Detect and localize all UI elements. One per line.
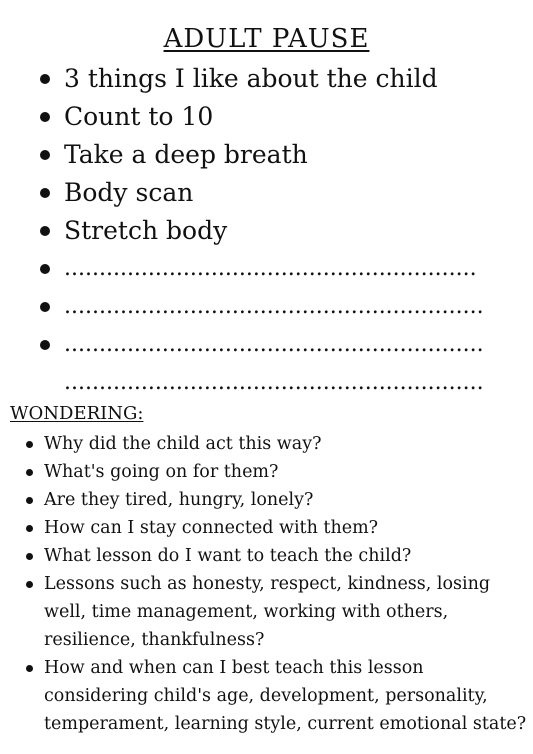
blank-line-item (40, 288, 520, 326)
list-item-text: Take a deep breath (64, 140, 308, 169)
list-item (24, 430, 529, 458)
wondering-list (24, 430, 529, 738)
adult-pause-list (40, 60, 520, 402)
fill-in-line: ............................................................ (64, 294, 484, 319)
list-item-text: Stretch body (64, 216, 228, 245)
bullet-icon (26, 665, 33, 672)
bullet-icon (40, 226, 50, 236)
list-item-text: What lesson do I want to teach the child? (44, 546, 412, 566)
list-item (40, 212, 520, 250)
bullet-icon (26, 497, 33, 504)
list-item-text: Count to 10 (64, 102, 214, 131)
list-item-text: How can I stay connected with them? (44, 518, 379, 538)
list-item (40, 174, 520, 212)
list-item (24, 458, 529, 486)
section-heading-wondering: WONDERING: (10, 403, 144, 424)
bullet-icon (40, 74, 50, 84)
list-item-text: How and when can I best teach this lesson considering child's age, development, personality, temperament, learning style, current emotional state? (44, 658, 527, 734)
bullet-icon (40, 264, 50, 274)
list-item (24, 570, 529, 654)
bullet-icon (40, 150, 50, 160)
bullet-icon (40, 188, 50, 198)
list-item (40, 136, 520, 174)
bullet-icon (40, 340, 50, 350)
list-item-text: 3 things I like about the child (64, 64, 438, 93)
list-item (24, 542, 529, 570)
bullet-icon (40, 112, 50, 122)
bullet-icon (40, 302, 50, 312)
blank-line-continuation (40, 364, 520, 402)
list-item-text: Are they tired, hungry, lonely? (44, 490, 314, 510)
bullet-icon (26, 441, 33, 448)
fill-in-line: ............................................................ (64, 370, 484, 395)
bullet-icon (26, 581, 33, 588)
page-title: ADULT PAUSE (163, 24, 370, 54)
list-item-text: Why did the child act this way? (44, 434, 322, 454)
list-item-text: Body scan (64, 178, 194, 207)
list-item (24, 654, 529, 738)
list-item-text: What's going on for them? (44, 462, 279, 482)
blank-line-item (40, 326, 520, 364)
list-item (24, 486, 529, 514)
bullet-icon (26, 469, 33, 476)
bullet-icon (26, 525, 33, 532)
list-item (24, 514, 529, 542)
bullet-icon (26, 553, 33, 560)
list-item (40, 60, 520, 98)
fill-in-line: ........................................................... (64, 256, 477, 281)
blank-line-item (40, 250, 520, 288)
fill-in-line: ............................................................ (64, 332, 484, 357)
list-item (40, 98, 520, 136)
list-item-text: Lessons such as honesty, respect, kindness, losing well, time management, working with others, resilience, thankfulness? (44, 574, 491, 650)
